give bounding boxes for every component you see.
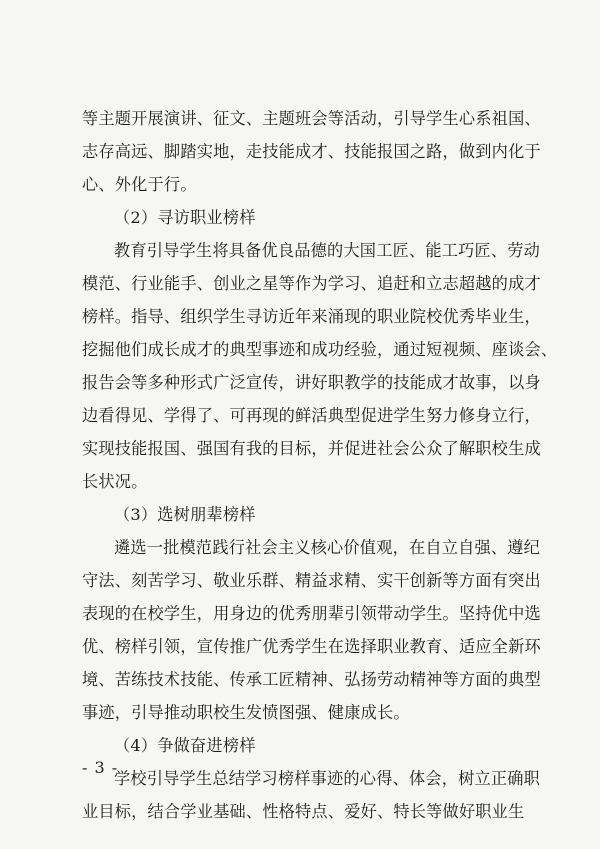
page-number: - 3 - bbox=[82, 758, 119, 777]
text-line: 挖掘他们成长成才的典型事迹和成功经验，通过短视频、座谈会、 bbox=[82, 340, 558, 359]
section-heading: （3）选树朋辈榜样 bbox=[114, 505, 256, 524]
text-line: 守法、刻苦学习、敬业乐群、精益求精、实干创新等方面有突出 bbox=[82, 571, 541, 590]
text-line: 边看得见、学得了、可再现的鲜活典型促进学生努力修身立行， bbox=[82, 406, 541, 425]
text-line: 优、榜样引领，宣传推广优秀学生在选择职业教育、适应全新环 bbox=[82, 637, 541, 656]
text-line: 业目标，结合学业基础、性格特点、爱好、特长等做好职业生 bbox=[82, 802, 525, 821]
text-line: 报告会等多种形式广泛宣传，讲好职教学的技能成才故事，以身 bbox=[82, 373, 541, 392]
paragraph bbox=[82, 234, 558, 498]
text-line: 等主题开展演讲、征文、主题班会等活动，引导学生心系祖国、 bbox=[82, 109, 541, 128]
text-line: 学校引导学生总结学习榜样事迹的心得、体会，树立正确职 bbox=[114, 769, 541, 788]
document-body bbox=[82, 102, 558, 828]
text-line: 教育引导学生将具备优良品德的大国工匠、能工巧匠、劳动 bbox=[114, 241, 541, 260]
text-line: 事迹，引导推动职校生发愤图强、健康成长。 bbox=[82, 703, 410, 722]
text-line: 志存高远、脚踏实地，走技能成才、技能报国之路，做到内化于 bbox=[82, 142, 541, 161]
text-line: 境、苦练技术技能、传承工匠精神、弘扬劳动精神等方面的典型 bbox=[82, 670, 541, 689]
paragraph bbox=[82, 102, 541, 201]
paragraph bbox=[82, 762, 541, 828]
paragraph bbox=[82, 531, 541, 729]
text-line: 实现技能报国、强国有我的目标，并促进社会公众了解职校生成 bbox=[82, 439, 541, 458]
section-heading: （2）寻访职业榜样 bbox=[114, 208, 256, 227]
text-line: 模范、行业能手、创业之星等作为学习、追赶和立志超越的成才 bbox=[82, 274, 541, 293]
section-heading: （4）争做奋进榜样 bbox=[114, 736, 256, 755]
text-line: 表现的在校学生，用身边的优秀朋辈引领带动学生。坚持优中选 bbox=[82, 604, 541, 623]
text-line: 榜样。指导、组织学生寻访近年来涌现的职业院校优秀毕业生， bbox=[82, 307, 541, 326]
text-line: 遴选一批模范践行社会主义核心价值观，在自立自强、遵纪 bbox=[114, 538, 541, 557]
text-line: 心、外化于行。 bbox=[82, 175, 197, 194]
text-line: 长状况。 bbox=[82, 472, 148, 491]
